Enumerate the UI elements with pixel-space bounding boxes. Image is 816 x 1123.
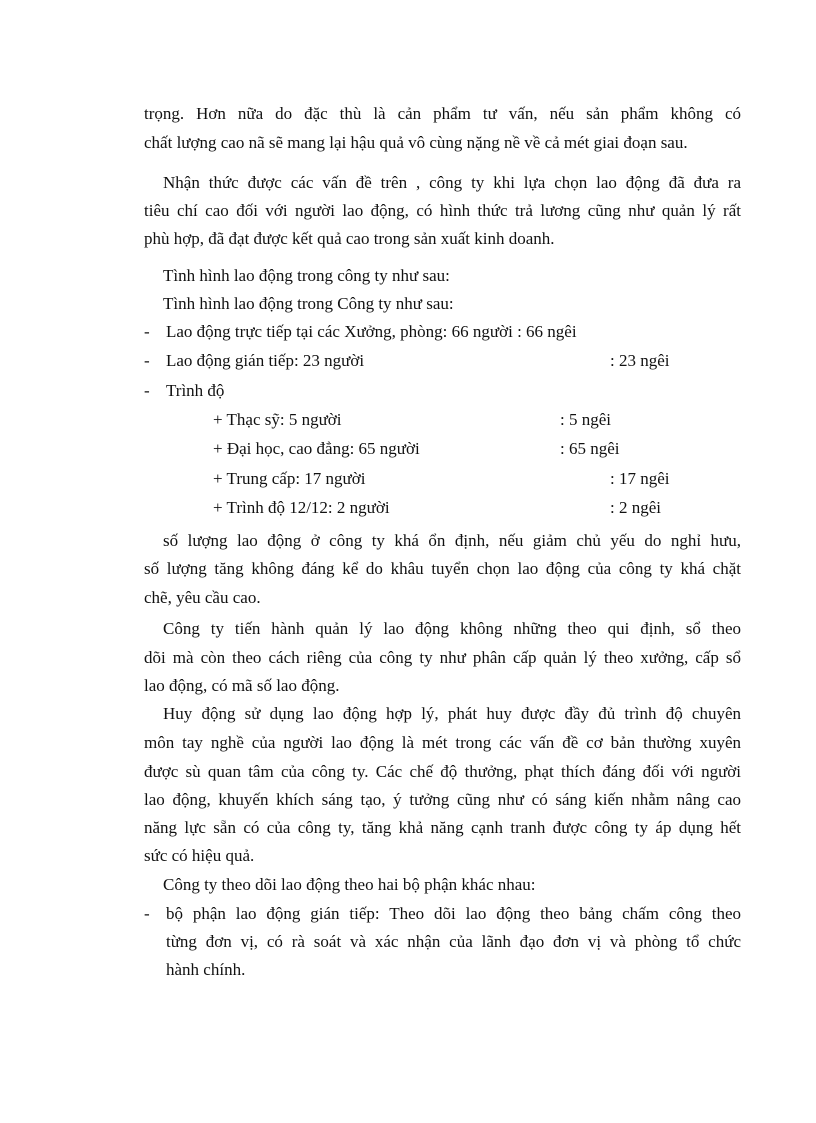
list-dash: - xyxy=(144,322,150,341)
paragraph-line: tiêu chí cao đối với người lao động, có hình thức trả lương cũng như quản lý rất xyxy=(144,201,741,220)
paragraph-line: môn tay nghề của người lao động là mét trong các vấn đề cơ bản thường xuyên xyxy=(144,733,741,752)
paragraph-line: Công ty tiến hành quản lý lao động không những theo qui định, sổ theo xyxy=(163,619,741,638)
sublist-item-value: : 17 ngêi xyxy=(610,469,670,488)
paragraph-line: Huy động sử dụng lao động hợp lý, phát huy được đầy đủ trình độ chuyên xyxy=(163,704,741,723)
list-item-text: bộ phận lao động gián tiếp: Theo dõi lao động theo bảng chấm công theo xyxy=(166,904,741,923)
paragraph-line: trọng. Hơn nữa do đặc thù là cản phẩm tư vấn, nếu sản phẩm không có xyxy=(144,104,741,123)
section-heading: Tình hình lao động trong công ty như sau: xyxy=(163,266,450,285)
sublist-item-text: + Đại học, cao đẳng: 65 người xyxy=(213,439,420,458)
list-dash: - xyxy=(144,381,150,400)
list-dash: - xyxy=(144,351,150,370)
paragraph-line: lao động, có mã số lao động. xyxy=(144,676,340,695)
paragraph-line: phù hợp, đã đạt được kết quả cao trong sản xuất kinh doanh. xyxy=(144,229,555,248)
list-item-text: hành chính. xyxy=(166,960,246,979)
sublist-item-text: + Trung cấp: 17 người xyxy=(213,469,366,488)
paragraph-line: chẽ, yêu cầu cao. xyxy=(144,588,261,607)
paragraph-line: chất lượng cao nã sẽ mang lại hậu quả vô cùng nặng nề về cả mét giai đoạn sau. xyxy=(144,133,688,152)
section-heading: Tình hình lao động trong Công ty như sau: xyxy=(163,294,454,313)
sublist-item-value: : 5 ngêi xyxy=(560,410,611,429)
list-dash: - xyxy=(144,904,150,923)
paragraph-line: lao động, khuyến khích sáng tạo, ý tưởng cũng như có sáng kiến nhằm nâng cao xyxy=(144,790,741,809)
list-item-text: Lao động gián tiếp: 23 người xyxy=(166,351,365,370)
paragraph-line: năng lực sẵn có của công ty, tăng khả năng cạnh tranh được công ty áp dụng hết xyxy=(144,818,741,837)
list-item-value: : 23 ngêi xyxy=(610,351,670,370)
sublist-item-value: : 65 ngêi xyxy=(560,439,620,458)
paragraph-line: được sù quan tâm của công ty. Các chế độ thưởng, phạt thích đáng đối với người xyxy=(144,762,741,781)
sublist-item-text: + Thạc sỹ: 5 người xyxy=(213,410,342,429)
paragraph-line: dõi mà còn theo cách riêng của công ty như phân cấp quản lý theo xưởng, cấp sổ xyxy=(144,648,741,667)
paragraph-line: sức có hiệu quả. xyxy=(144,846,255,865)
sublist-item-text: + Trình độ 12/12: 2 người xyxy=(213,498,390,517)
list-item-text: Trình độ xyxy=(166,381,225,400)
list-item-text: từng đơn vị, có rà soát và xác nhận của lãnh đạo đơn vị và phòng tổ chức xyxy=(166,932,741,951)
list-item-text: Lao động trực tiếp tại các Xưởng, phòng: 66 người : 66 ngêi xyxy=(166,322,577,341)
paragraph-line: Nhận thức được các vấn đề trên , công ty khi lựa chọn lao động đã đưa ra xyxy=(163,173,741,192)
section-heading: Công ty theo dõi lao động theo hai bộ phận khác nhau: xyxy=(163,875,536,894)
paragraph-line: số lượng lao động ở công ty khá ổn định, nếu giảm chủ yếu do nghỉ hưu, xyxy=(163,531,741,550)
paragraph-line: số lượng tăng không đáng kể do khâu tuyển chọn lao động của công ty khá chặt xyxy=(144,559,741,578)
sublist-item-value: : 2 ngêi xyxy=(610,498,661,517)
